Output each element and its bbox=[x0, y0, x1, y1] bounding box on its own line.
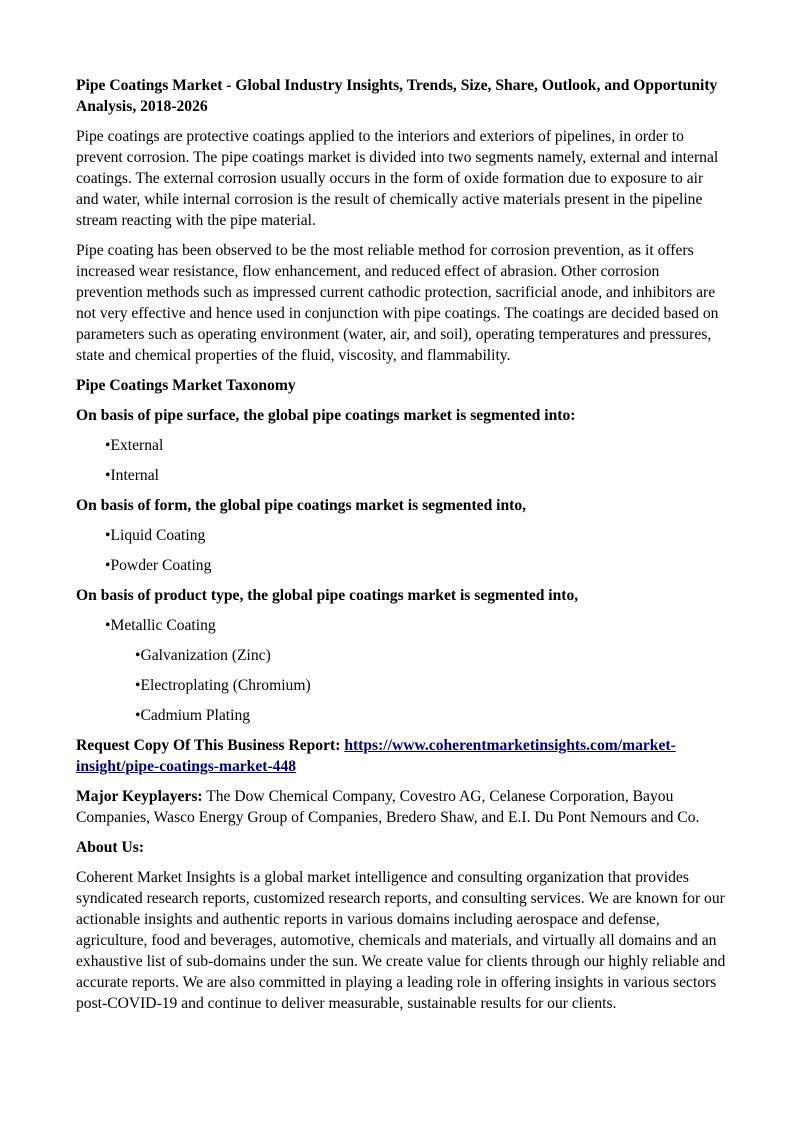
about-heading: About Us: bbox=[76, 839, 145, 856]
report-link[interactable]: https://www.coherentmarketinsights.com/market-insight/pipe-coatings-market-448 bbox=[76, 737, 676, 775]
taxonomy-heading: Pipe Coatings Market Taxonomy bbox=[76, 377, 296, 394]
list-item: •Powder Coating bbox=[105, 557, 212, 574]
request-copy bbox=[76, 735, 726, 777]
document-page bbox=[76, 75, 726, 1023]
list-item: •Internal bbox=[105, 467, 159, 484]
keyplayers-text: The Dow Chemical Company, Covestro AG, Celanese Corporation, Bayou Companies, Wasco Energy Group of Companies, Bredero Shaw, and E.I. Du Pont Nemours and Co. bbox=[76, 788, 700, 826]
document-title: Pipe Coatings Market - Global Industry Insights, Trends, Size, Share, Outlook, and Opportunity Analysis, 2018-2026 bbox=[76, 77, 718, 115]
form-heading: On basis of form, the global pipe coatings market is segmented into, bbox=[76, 497, 527, 514]
intro-paragraph: Pipe coatings are protective coatings applied to the interiors and exteriors of pipelines, in order to prevent corrosion. The pipe coatings market is divided into two segments namely, external and internal coatings. The external corrosion usually occurs in the form of oxide formation due to exposure to air and water, while internal corrosion is the result of chemically active materials present in the pipeline stream reacting with the pipe material. bbox=[76, 128, 719, 229]
list-item: •Metallic Coating bbox=[105, 617, 216, 634]
request-label: Request Copy Of This Business Report: bbox=[76, 737, 345, 754]
keyplayers-label: Major Keyplayers: bbox=[76, 788, 203, 805]
keyplayers bbox=[76, 786, 726, 828]
product-heading: On basis of product type, the global pipe coatings market is segmented into, bbox=[76, 587, 579, 604]
list-item: •External bbox=[105, 437, 164, 454]
list-item: •Liquid Coating bbox=[105, 527, 206, 544]
sub-list-item: •Cadmium Plating bbox=[135, 707, 251, 724]
about-paragraph: Coherent Market Insights is a global market intelligence and consulting organization that provides syndicated research reports, customized research reports, and consulting services. We are known for our actionable insights and authentic reports in various domains including aerospace and defense, agriculture, food and beverages, automotive, chemicals and materials, and virtually all domains and an exhaustive list of sub-domains under the sun. We create value for clients through our highly reliable and accurate reports. We are also committed in playing a leading role in offering insights in various sectors post-COVID-19 and continue to deliver measurable, sustainable results for our clients. bbox=[76, 869, 726, 1012]
sub-list-item: •Galvanization (Zinc) bbox=[135, 647, 271, 664]
surface-heading: On basis of pipe surface, the global pipe coatings market is segmented into: bbox=[76, 407, 576, 424]
method-paragraph: Pipe coating has been observed to be the most reliable method for corrosion prevention, as it offers increased wear resistance, flow enhancement, and reduced effect of abrasion. Other corrosion prevention methods such as impressed current cathodic protection, sacrificial anode, and inhibitors are not very effective and hence used in conjunction with pipe coatings. The coatings are decided based on parameters such as operating environment (water, air, and soil), operating temperatures and pressures, state and chemical properties of the fluid, viscosity, and flammability. bbox=[76, 242, 719, 364]
sub-list-item: •Electroplating (Chromium) bbox=[135, 677, 311, 694]
